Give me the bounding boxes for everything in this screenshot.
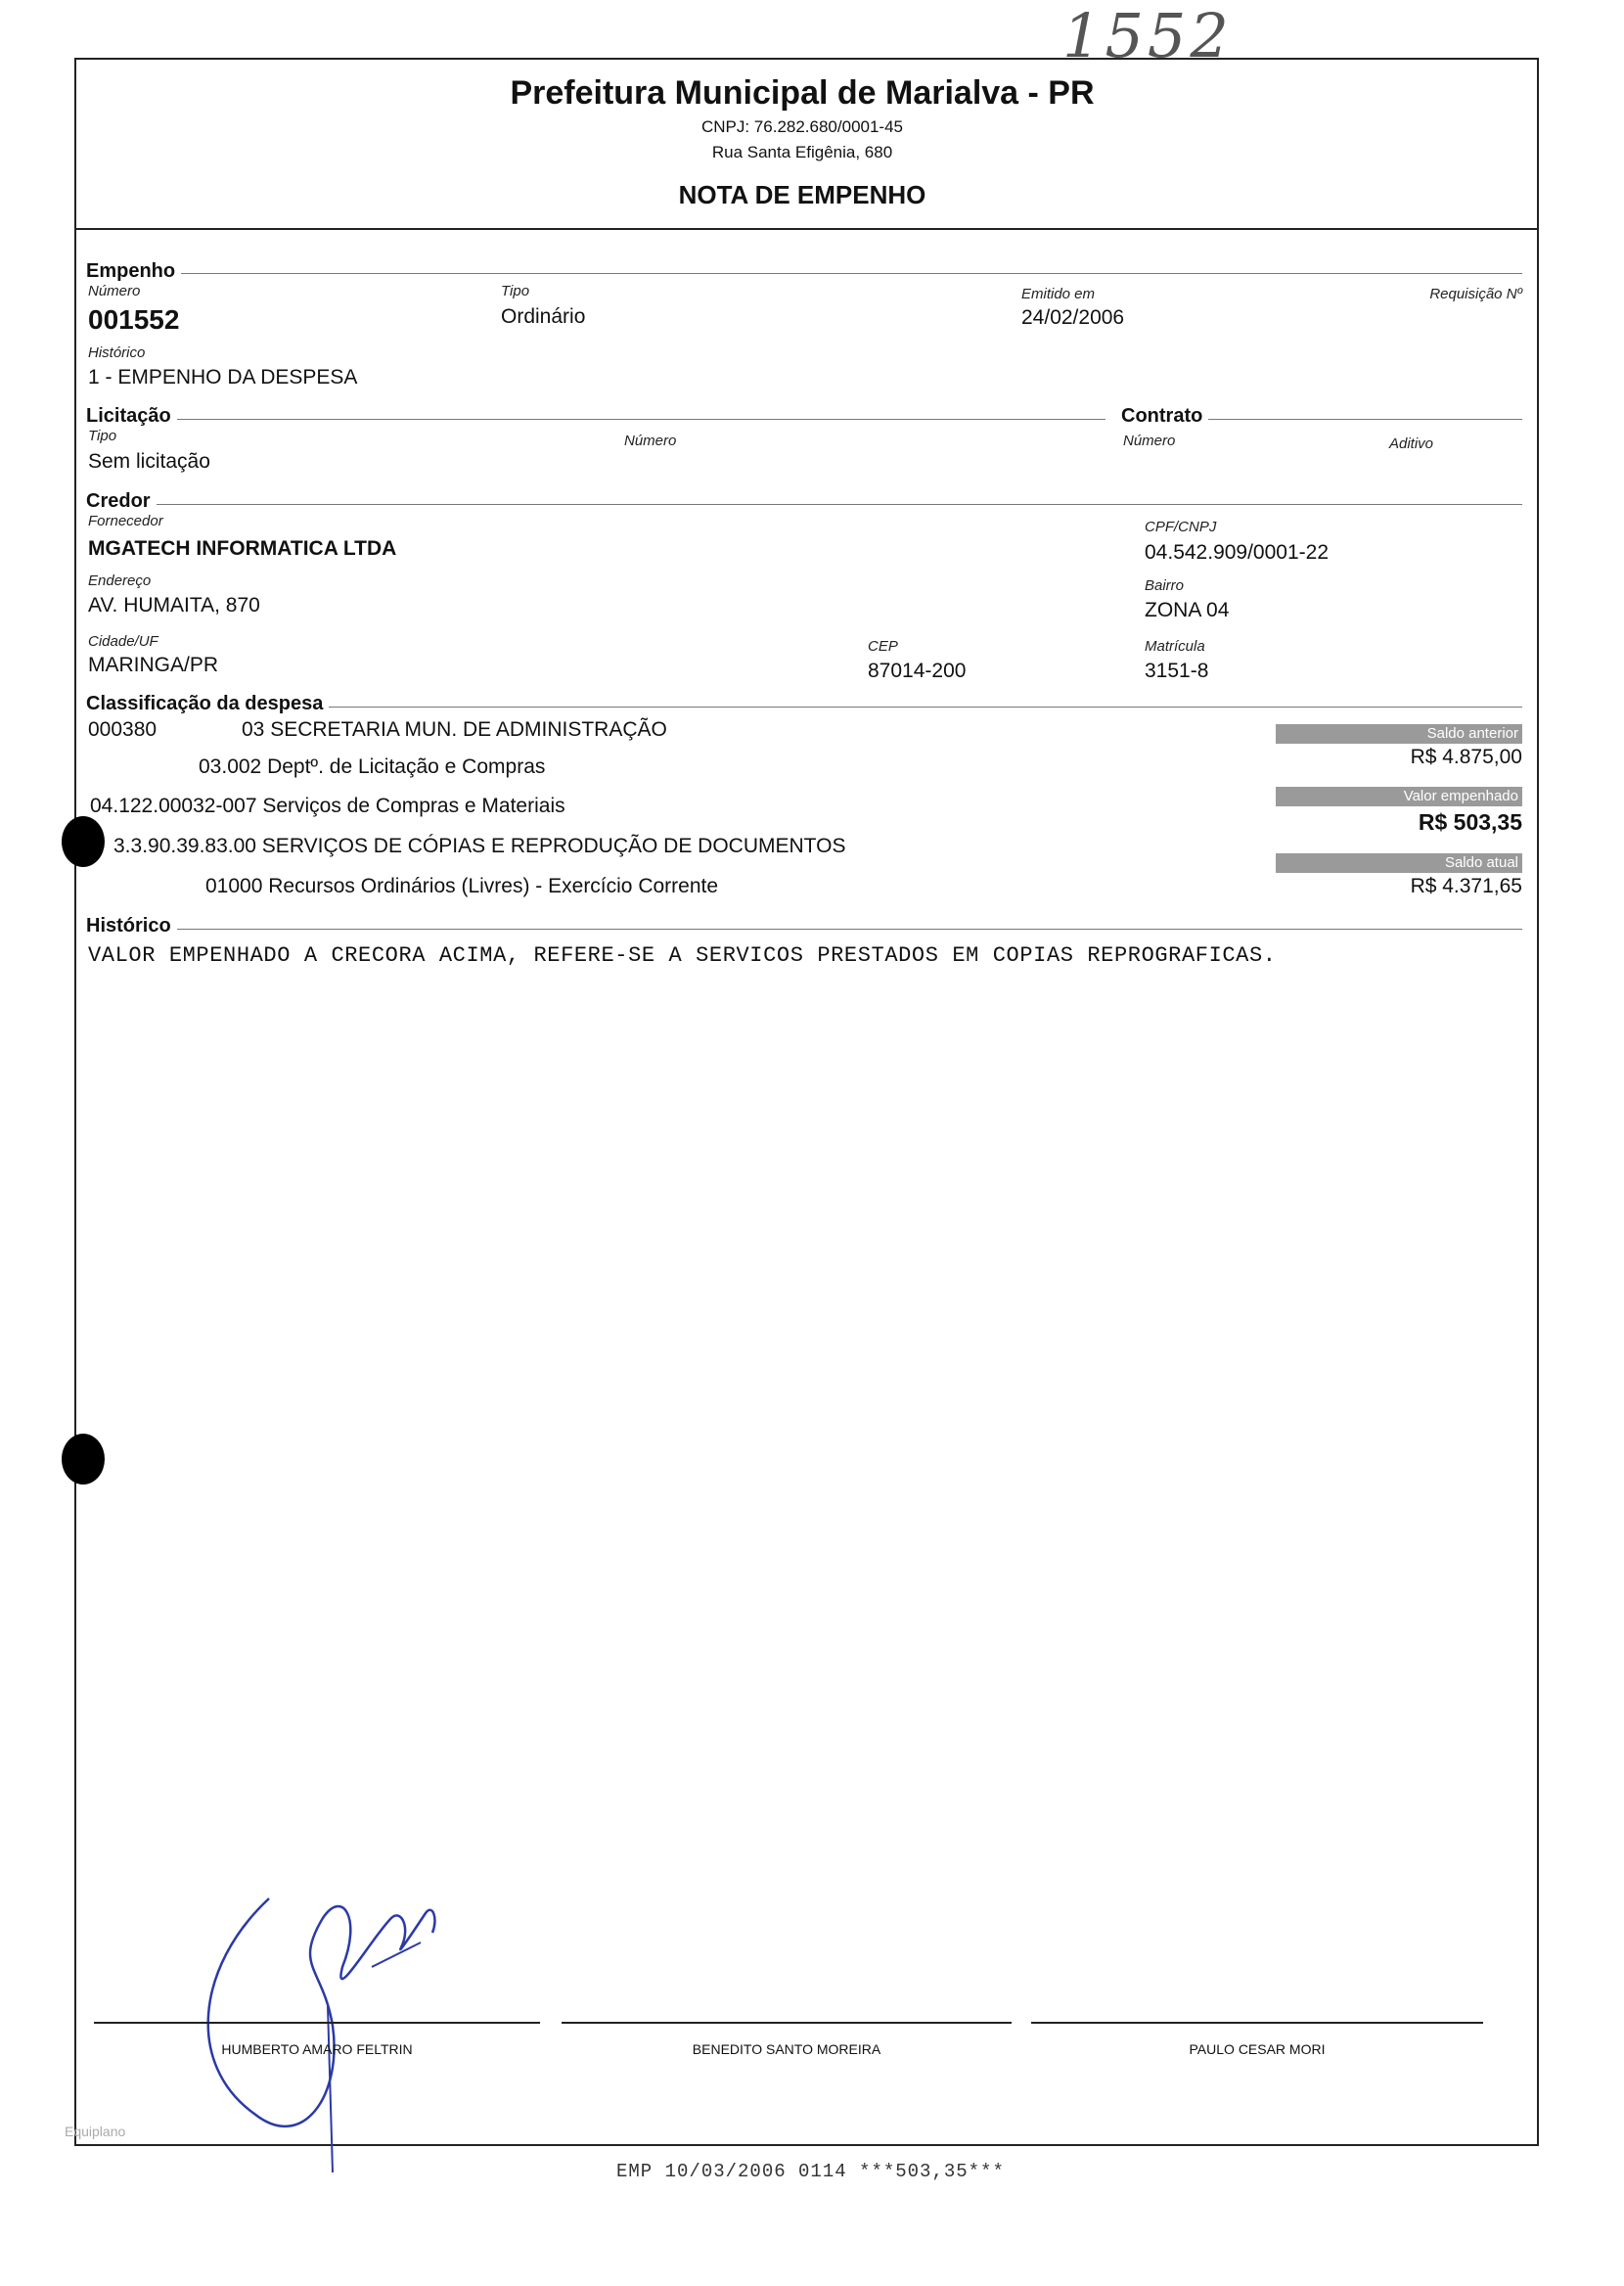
contrato-section-title: Contrato [1121,405,1208,428]
historico-text: VALOR EMPENHADO A CRECORA ACIMA, REFERE-SE A SERVICOS PRESTADOS EM COPIAS REPROGRAFICAS. [88,943,1277,968]
empenho-numero: 001552 [88,304,180,335]
handwritten-number: 1552 [1062,0,1233,71]
classificacao-code: 000380 [88,718,158,741]
empenho-rule [88,273,1522,274]
prefeitura-cnpj: CNPJ: 76.282.680/0001-45 [700,117,904,136]
empenho-numero-label: Número [88,283,141,299]
empenho-tipo-label: Tipo [501,283,530,299]
punch-hole-bottom [62,1434,105,1485]
classificacao-secretaria: 03 SECRETARIA MUN. DE ADMINISTRAÇÃO [242,718,667,741]
matricula-label: Matrícula [1145,638,1205,655]
empenho-historico: 1 - EMPENHO DA DESPESA [88,366,358,389]
punch-hole-top [62,816,105,867]
signature-scribble [176,1859,470,2172]
signature-line-2 [562,2022,1012,2024]
cep-value: 87014-200 [868,660,967,682]
classificacao-section-title: Classificação da despesa [86,693,329,715]
matricula-value: 3151-8 [1145,660,1209,682]
licitacao-tipo-label: Tipo [88,428,117,444]
historico-rule [88,929,1522,930]
emitido-em-value: 24/02/2006 [1021,306,1125,329]
cep-label: CEP [868,638,898,655]
empenho-section-title: Empenho [86,260,181,283]
signatory-3: PAULO CESAR MORI [1189,2041,1326,2057]
classificacao-programa: 04.122.00032-007 Serviços de Compras e Materiais [90,795,565,817]
cidade-label: Cidade/UF [88,633,158,650]
cnpj-value: 04.542.909/0001-22 [1145,541,1330,564]
credor-section-title: Credor [86,490,157,513]
classificacao-departamento: 03.002 Deptº. de Licitação e Compras [199,755,546,778]
contrato-numero-label: Número [1123,433,1176,449]
page-title: Prefeitura Municipal de Marialva - PR [510,74,1095,112]
signatory-2: BENEDITO SANTO MOREIRA [692,2041,881,2057]
classificacao-recurso: 01000 Recursos Ordinários (Livres) - Exercício Corrente [205,875,719,897]
saldo-atual-value: R$ 4.371,65 [1410,875,1522,897]
saldo-anterior-label: Saldo anterior [1276,724,1522,744]
software-watermark: Equiplano [65,2124,126,2139]
fornecedor-label: Fornecedor [88,513,163,529]
document-title: NOTA DE EMPENHO [678,180,926,209]
cnpj-label: CPF/CNPJ [1145,519,1217,535]
endereco-label: Endereço [88,572,152,589]
cidade-value: MARINGA/PR [88,654,219,676]
prefeitura-address: Rua Santa Efigênia, 680 [711,143,893,161]
bairro-label: Bairro [1145,577,1185,594]
licitacao-rule [88,419,1105,420]
signature-line-1 [94,2022,540,2024]
empenho-historico-label: Histórico [88,344,146,361]
licitacao-tipo: Sem licitação [88,450,210,473]
historico-section-title: Histórico [86,915,177,937]
valor-empenhado-value: R$ 503,35 [1418,809,1522,835]
classificacao-elemento: 3.3.90.39.83.00 SERVIÇOS DE CÓPIAS E REPRODUÇÃO DE DOCUMENTOS [113,835,846,857]
saldo-anterior-value: R$ 4.875,00 [1410,746,1522,768]
header-divider [74,228,1537,230]
bairro-value: ZONA 04 [1145,599,1230,621]
empenho-tipo: Ordinário [501,305,586,328]
signatory-1: HUMBERTO AMARO FELTRIN [221,2041,413,2057]
requisicao-label: Requisição Nº [1429,286,1522,302]
emitido-em-label: Emitido em [1021,286,1096,302]
endereco-value: AV. HUMAITA, 870 [88,594,260,617]
credor-rule [88,504,1522,505]
contrato-aditivo-label: Aditivo [1389,435,1434,452]
licitacao-section-title: Licitação [86,405,177,428]
valor-empenhado-label: Valor empenhado [1276,787,1522,806]
saldo-atual-label: Saldo atual [1276,853,1522,873]
fornecedor-value: MGATECH INFORMATICA LTDA [88,537,397,560]
licitacao-numero-label: Número [624,433,677,449]
print-stamp: EMP 10/03/2006 0114 ***503,35*** [616,2161,1005,2182]
signature-line-3 [1031,2022,1483,2024]
